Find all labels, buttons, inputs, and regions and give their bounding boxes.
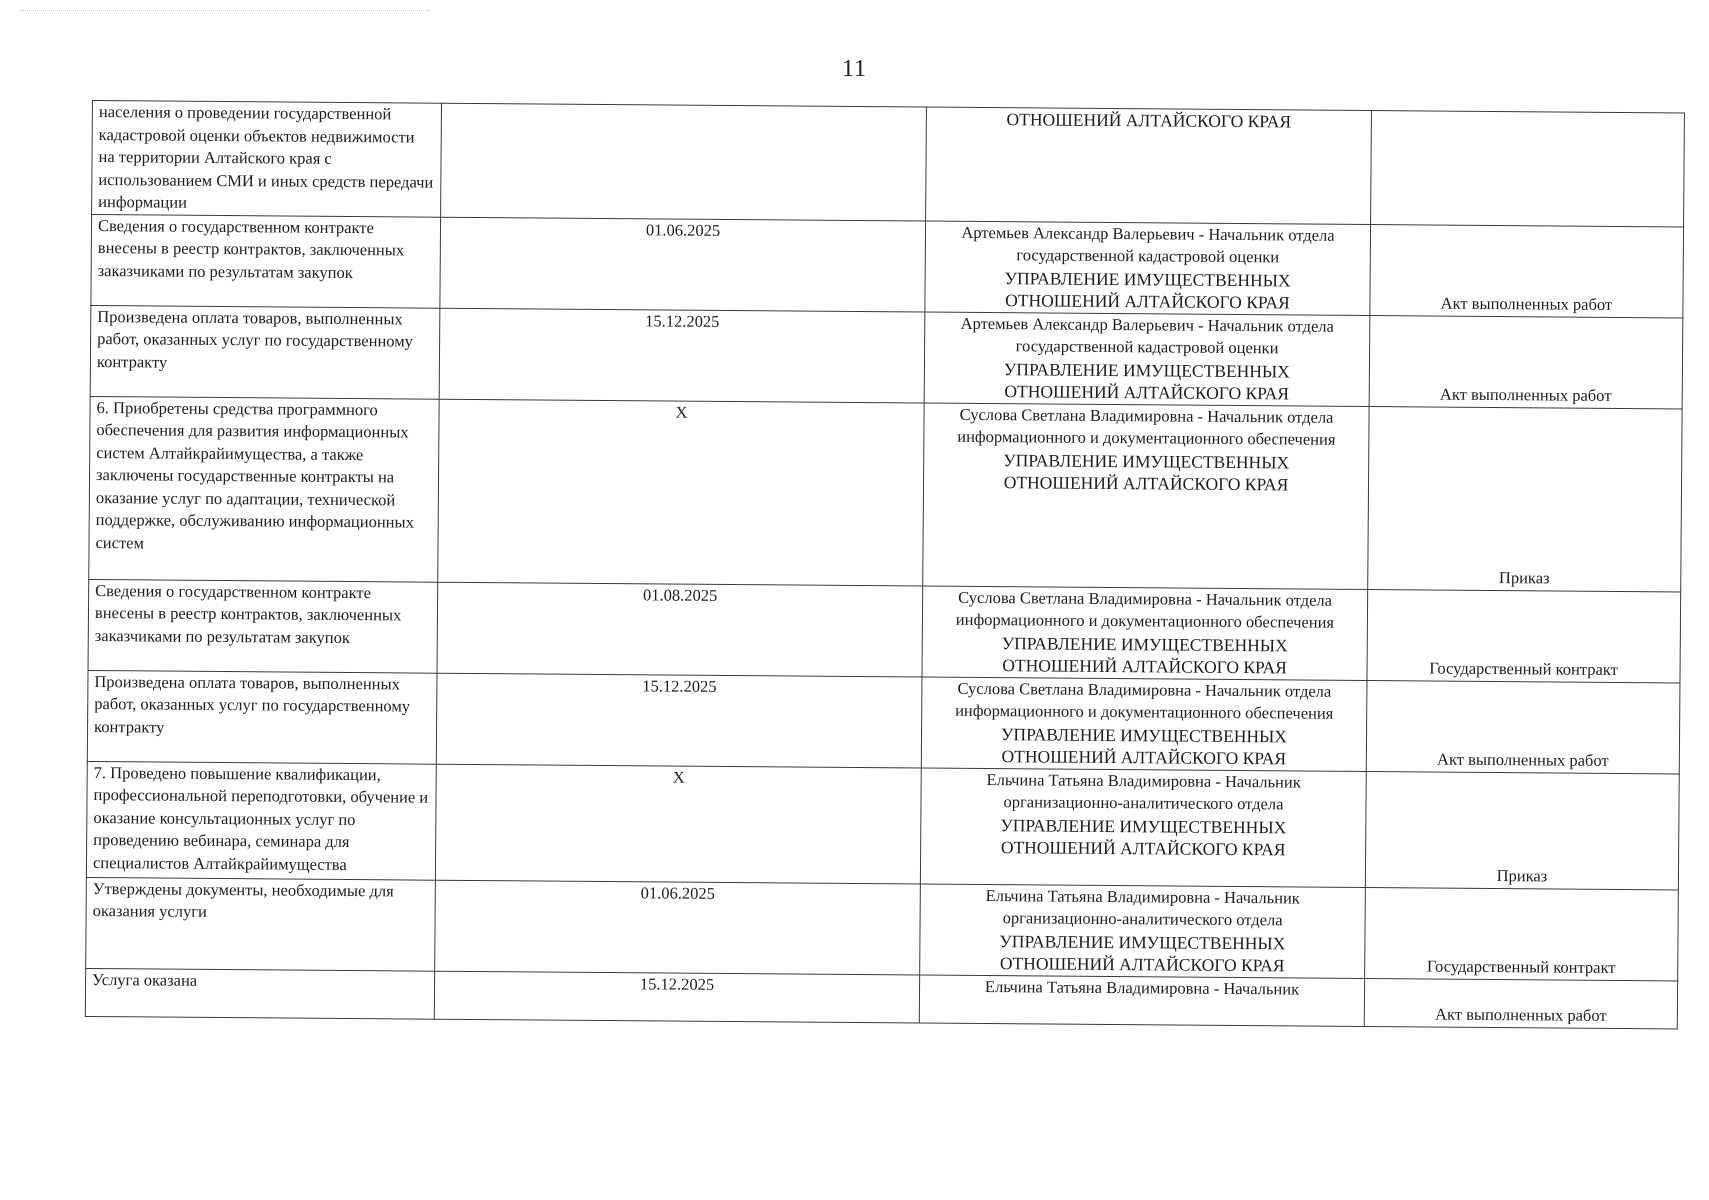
responsible-cell	[919, 975, 1364, 1026]
responsible-person: Суслова Светлана Владимировна - Начальник отдела	[958, 587, 1333, 610]
responsible-person: Ельчина Татьяна Владимировна - Начальник	[985, 885, 1300, 908]
event-cell: Услуга оказана	[85, 968, 434, 1019]
table-row	[88, 579, 1681, 683]
table-row	[90, 305, 1683, 409]
responsible-org-line1: УПРАВЛЕНИЕ ИМУЩЕСТВЕННЫХ	[1004, 267, 1291, 290]
page-number: 11	[841, 56, 868, 82]
table-row	[87, 670, 1680, 774]
document-cell: Государственный контракт	[1367, 589, 1681, 682]
responsible-cell	[924, 312, 1370, 406]
responsible-person: Ельчина Татьяна Владимировна - Начальник	[986, 769, 1301, 792]
responsible-cell	[920, 768, 1366, 887]
responsible-org-line1: УПРАВЛЕНИЕ ИМУЩЕСТВЕННЫХ	[1001, 723, 1288, 746]
document-cell: Акт выполненных работ	[1364, 978, 1677, 1028]
table-row	[89, 396, 1682, 591]
responsible-org-line2: ОТНОШЕНИЙ АЛТАЙСКОГО КРАЯ	[1002, 655, 1287, 678]
document-cell: Акт выполненных работ	[1369, 315, 1683, 408]
responsible-department: организационно-аналитического отдела	[1003, 792, 1284, 814]
date-cell: 01.06.2025	[435, 880, 921, 975]
responsible-cell	[921, 677, 1367, 771]
date-cell: 15.12.2025	[434, 971, 919, 1023]
document-cell	[1371, 111, 1685, 227]
document-cell: Приказ	[1368, 406, 1682, 591]
event-cell: Утверждены документы, необходимые для оказания услуги	[86, 877, 436, 971]
document-cell: Государственный контракт	[1365, 887, 1679, 980]
date-cell	[441, 103, 927, 220]
scan-edge-line	[20, 10, 430, 11]
responsible-org-line2: ОТНОШЕНИЙ АЛТАЙСКОГО КРАЯ	[1000, 837, 1286, 860]
responsible-person: Артемьев Александр Валерьевич - Начальник отдела	[961, 222, 1335, 245]
responsible-org-line2: ОТНОШЕНИЙ АЛТАЙСКОГО КРАЯ	[1001, 746, 1287, 769]
table-row	[86, 761, 1679, 889]
event-cell: населения о проведении государственной кадастровой оценки объектов недвижимости на территории Алтайского края с использованием СМИ и иных средств передачи информации	[92, 101, 442, 217]
responsible-person: Суслова Светлана Владимировна - Начальник отдела	[959, 404, 1334, 427]
responsible-org-line1: УПРАВЛЕНИЕ ИМУЩЕСТВЕННЫХ	[1000, 814, 1287, 837]
event-cell: 6. Приобретены средства программного обеспечения для развития информационных систем Алтайкрайимущества, а также заключены государственные контракты на оказание услуг по адаптации, технической поддержке, обслуживанию информационных систем	[89, 396, 439, 582]
date-cell: X	[438, 399, 924, 586]
responsible-cell	[923, 403, 1369, 589]
event-cell: 7. Проведено повышение квалификации, профессиональной переподготовки, обучение и оказание консультационных услуг по проведению вебинара, семинара для специалистов Алтайкрайимущества	[86, 761, 436, 880]
responsible-org-line1: УПРАВЛЕНИЕ ИМУЩЕСТВЕННЫХ	[1001, 632, 1288, 655]
responsible-org-line2: ОТНОШЕНИЙ АЛТАЙСКОГО КРАЯ	[1006, 109, 1292, 132]
responsible-department: организационно-аналитического отдела	[1002, 908, 1283, 930]
date-cell: 15.12.2025	[436, 673, 922, 768]
date-cell: 01.08.2025	[437, 582, 923, 677]
document-cell: Акт выполненных работ	[1370, 224, 1684, 317]
responsible-person: Ельчина Татьяна Владимировна - Начальник	[984, 976, 1300, 999]
responsible-org-line2: ОТНОШЕНИЙ АЛТАЙСКОГО КРАЯ	[1005, 290, 1290, 313]
date-cell: 15.12.2025	[439, 308, 925, 403]
date-cell: 01.06.2025	[440, 217, 926, 312]
responsible-person: Артемьев Александр Валерьевич - Начальник отдела	[960, 313, 1334, 336]
responsible-org-line2: ОТНОШЕНИЙ АЛТАЙСКОГО КРАЯ	[1003, 472, 1289, 495]
event-cell: Сведения о государственном контракте внесены в реестр контрактов, заключенных заказчиками по результатам закупок	[88, 579, 438, 673]
event-cell: Произведена оплата товаров, выполненных работ, оказанных услуг по государственному контракту	[90, 305, 440, 399]
responsible-department: государственной кадастровой оценки	[1016, 245, 1280, 267]
responsible-department: информационного и документационного обеспечения	[957, 426, 1336, 449]
event-cell: Сведения о государственном контракте внесены в реестр контрактов, заключенных заказчиками по результатам закупок	[91, 214, 441, 308]
responsible-cell	[926, 107, 1372, 224]
responsible-cell	[925, 221, 1371, 315]
table-row	[92, 101, 1685, 227]
responsible-org-line1: УПРАВЛЕНИЕ ИМУЩЕСТВЕННЫХ	[1003, 449, 1290, 472]
responsible-org-line2: ОТНОШЕНИЙ АЛТАЙСКОГО КРАЯ	[999, 953, 1285, 976]
responsible-department: информационного и документационного обеспечения	[955, 700, 1334, 723]
responsible-person: Суслова Светлана Владимировна - Начальник отдела	[957, 678, 1332, 701]
responsible-department: информационного и документационного обеспечения	[955, 609, 1335, 632]
document-cell: Акт выполненных работ	[1366, 680, 1680, 773]
responsible-org-line2: ОТНОШЕНИЙ АЛТАЙСКОГО КРАЯ	[1004, 381, 1290, 404]
responsible-cell	[922, 586, 1368, 680]
responsible-org-line1: УПРАВЛЕНИЕ ИМУЩЕСТВЕННЫХ	[1003, 358, 1290, 381]
document-cell: Приказ	[1365, 771, 1679, 889]
date-cell: X	[435, 764, 921, 884]
plan-table	[85, 100, 1685, 1029]
responsible-cell	[920, 884, 1366, 978]
table-row	[91, 214, 1684, 318]
responsible-org-line1: УПРАВЛЕНИЕ ИМУЩЕСТВЕННЫХ	[999, 930, 1286, 953]
event-cell: Произведена оплата товаров, выполненных работ, оказанных услуг по государственному контракту	[87, 670, 437, 764]
responsible-department: государственной кадастровой оценки	[1015, 336, 1279, 358]
table-row	[86, 877, 1679, 981]
